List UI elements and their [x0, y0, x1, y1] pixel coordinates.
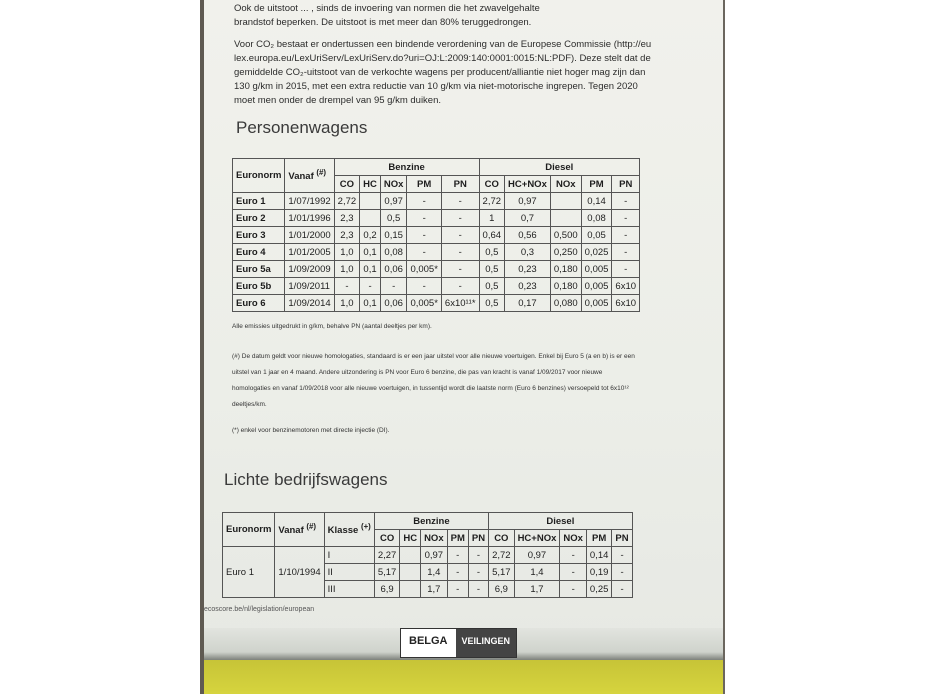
table-row: [233, 227, 640, 244]
cell2-benzine-value: -: [468, 564, 488, 581]
cell2-klasse: III: [324, 581, 374, 598]
cell-benzine-value: 0,005*: [407, 261, 441, 278]
cell-diesel-value: 0,64: [479, 227, 505, 244]
cell-diesel-value: 6x10: [612, 278, 640, 295]
cell-date: 1/09/2014: [285, 295, 334, 312]
header2-benzine-col: HC: [400, 530, 421, 547]
cell-diesel-value: 0,5: [479, 295, 505, 312]
cell2-benzine-value: [400, 547, 421, 564]
cell2-diesel-value: -: [612, 547, 632, 564]
header2-klasse: [324, 513, 374, 547]
cell-benzine-value: 2,3: [334, 210, 360, 227]
belga-veilingen-logo: [400, 628, 517, 658]
cell-diesel-value: -: [612, 210, 640, 227]
cell-date: 1/01/1996: [285, 210, 334, 227]
cell-euronorm: Euro 3: [233, 227, 285, 244]
intro-line-1: Ook de uitstoot ... , sinds de invoering van normen die het zwavelgehalte: [234, 3, 540, 14]
cell-diesel-value: -: [612, 244, 640, 261]
cell2-benzine-value: -: [447, 547, 468, 564]
cell2-diesel-value: 1,7: [514, 581, 560, 598]
cell-diesel-value: 0,05: [581, 227, 612, 244]
cell-diesel-value: 0,005: [581, 278, 612, 295]
cell-benzine-value: 0,1: [360, 261, 381, 278]
cell-diesel-value: 0,17: [505, 295, 551, 312]
cell-diesel-value: -: [612, 193, 640, 210]
table-row: [233, 244, 640, 261]
cell2-diesel-value: 0,14: [586, 547, 612, 564]
header-benzine-col: PN: [441, 176, 479, 193]
cell-benzine-value: -: [407, 227, 441, 244]
cell2-benzine-value: 0,97: [421, 547, 448, 564]
header-diesel-col: CO: [479, 176, 505, 193]
logo-part-1: BELGA: [401, 629, 456, 657]
cell-euronorm: Euro 6: [233, 295, 285, 312]
cell-benzine-value: -: [441, 193, 479, 210]
cell2-diesel-value: 1,4: [514, 564, 560, 581]
cell2-benzine-value: -: [468, 547, 488, 564]
cell-diesel-value: 6x10: [612, 295, 640, 312]
cell-benzine-value: [360, 210, 381, 227]
cell-benzine-value: -: [441, 261, 479, 278]
cell2-klasse: II: [324, 564, 374, 581]
cell2-diesel-value: 6,9: [489, 581, 515, 598]
cell-diesel-value: 1: [479, 210, 505, 227]
table2-header-row: [223, 513, 633, 530]
intro-line-5: gemiddelde CO₂-uitstoot van de verkochte wagens per producent/alliantie niet hoger mag zijn dan: [234, 67, 646, 78]
cell-benzine-value: 0,2: [360, 227, 381, 244]
cell-benzine-value: -: [380, 278, 407, 295]
cell-benzine-value: -: [407, 244, 441, 261]
cell-diesel-value: 0,5: [479, 244, 505, 261]
header2-diesel-col: PM: [586, 530, 612, 547]
header2-euronorm: Euronorm: [223, 513, 275, 547]
intro-line-4: lex.europa.eu/LexUriServ/LexUriServ.do?uri=OJ:L:2009:140:0001:0015:NL:PDF). Deze stelt dat de: [234, 53, 651, 64]
cell2-benzine-value: 1,7: [421, 581, 448, 598]
cell-diesel-value: 2,72: [479, 193, 505, 210]
header2-diesel: Diesel: [489, 513, 633, 530]
header2-benzine-col: PM: [447, 530, 468, 547]
cell-diesel-value: 0,5: [479, 261, 505, 278]
cell-diesel-value: [550, 193, 581, 210]
cell2-date: 1/10/1994: [275, 547, 324, 598]
header-benzine-col: CO: [334, 176, 360, 193]
header-diesel: Diesel: [479, 159, 639, 176]
cell2-benzine-value: [400, 564, 421, 581]
note-hash-3: homologaties en vanaf 1/09/2018 voor alle nieuwe voertuigen, in tussentijd wordt die laatste norm (Euro 6 benzines) versoepeld tot 6x10¹²: [232, 385, 629, 392]
cell-benzine-value: -: [407, 193, 441, 210]
emission-table-bedrijfswagens: [222, 512, 633, 598]
cell2-benzine-value: 6,9: [374, 581, 400, 598]
cell-diesel-value: 0,5: [479, 278, 505, 295]
note-hash-2: uitstel van 1 jaar en 4 maand. Andere uitzondering is PN voor Euro 6 benzine, die pas van kracht is vanaf 1/09/2017 voor nieuwe: [232, 369, 603, 376]
cell2-benzine-value: 5,17: [374, 564, 400, 581]
cell2-diesel-value: -: [612, 581, 632, 598]
cell-euronorm: Euro 5b: [233, 278, 285, 295]
cell-diesel-value: 0,56: [505, 227, 551, 244]
cell-benzine-value: 2,3: [334, 227, 360, 244]
header2-benzine-col: CO: [374, 530, 400, 547]
cell-euronorm: Euro 5a: [233, 261, 285, 278]
header-diesel-col: PM: [581, 176, 612, 193]
cell-diesel-value: 0,080: [550, 295, 581, 312]
header-diesel-col: PN: [612, 176, 640, 193]
cell-benzine-value: 0,005*: [407, 295, 441, 312]
cell2-diesel-value: 0,97: [514, 547, 560, 564]
cell2-diesel-value: -: [560, 581, 587, 598]
cell-date: 1/01/2005: [285, 244, 334, 261]
cell-date: 1/07/1992: [285, 193, 334, 210]
logo-part-2: VEILINGEN: [456, 629, 517, 657]
cell-euronorm: Euro 2: [233, 210, 285, 227]
header2-benzine-col: NOx: [421, 530, 448, 547]
cell-benzine-value: 0,15: [380, 227, 407, 244]
table-header-row: [233, 159, 640, 176]
cell-date: 1/09/2009: [285, 261, 334, 278]
cell-diesel-value: 0,97: [505, 193, 551, 210]
cell-benzine-value: -: [441, 210, 479, 227]
intro-line-7: moet men onder de drempel van 95 g/km duiken.: [234, 95, 442, 106]
cell-diesel-value: 0,180: [550, 278, 581, 295]
cell-benzine-value: -: [407, 278, 441, 295]
cell-diesel-value: 0,250: [550, 244, 581, 261]
cell2-euronorm: Euro 1: [223, 547, 275, 598]
cell-diesel-value: 0,23: [505, 261, 551, 278]
cell-diesel-value: 0,7: [505, 210, 551, 227]
cell2-diesel-value: -: [612, 564, 632, 581]
cell-benzine-value: 0,5: [380, 210, 407, 227]
cell-benzine-value: -: [334, 278, 360, 295]
cell-diesel-value: 0,180: [550, 261, 581, 278]
cell-benzine-value: 0,97: [380, 193, 407, 210]
cell-benzine-value: 0,1: [360, 295, 381, 312]
cell-benzine-value: 6x10¹¹*: [441, 295, 479, 312]
header2-klasse-sup: (+): [360, 522, 371, 532]
cell-diesel-value: -: [612, 227, 640, 244]
cell-benzine-value: -: [407, 210, 441, 227]
cell2-benzine-value: -: [447, 564, 468, 581]
cell2-klasse: I: [324, 547, 374, 564]
header2-diesel-col: NOx: [560, 530, 587, 547]
header2-vanaf-label: Vanaf: [278, 525, 304, 537]
cell2-benzine-value: -: [447, 581, 468, 598]
header-diesel-col: HC+NOx: [505, 176, 551, 193]
header2-diesel-col: HC+NOx: [514, 530, 560, 547]
cell-benzine-value: 1,0: [334, 295, 360, 312]
cell-benzine-value: [360, 193, 381, 210]
cell-benzine-value: -: [441, 244, 479, 261]
yellow-surface: [204, 660, 723, 694]
header2-benzine-col: PN: [468, 530, 488, 547]
header2-diesel-col: PN: [612, 530, 632, 547]
section-title-personenwagens: Personenwagens: [236, 118, 368, 137]
cell-diesel-value: 0,005: [581, 295, 612, 312]
table-row: [233, 210, 640, 227]
cell2-diesel-value: 0,19: [586, 564, 612, 581]
header2-klasse-label: Klasse: [327, 525, 359, 537]
intro-line-3: Voor CO₂ bestaat er ondertussen een bindende verordening van de Europese Commissie (http://eu: [234, 39, 652, 50]
header-vanaf-label: Vanaf: [288, 171, 314, 183]
document-page: [204, 0, 723, 640]
cell-diesel-value: 0,500: [550, 227, 581, 244]
header-diesel-col: NOx: [550, 176, 581, 193]
header-benzine-col: HC: [360, 176, 381, 193]
cell-euronorm: Euro 1: [233, 193, 285, 210]
cell-diesel-value: [550, 210, 581, 227]
cell2-benzine-value: -: [468, 581, 488, 598]
header-vanaf-sup: (#): [316, 168, 327, 178]
header2-benzine: Benzine: [374, 513, 488, 530]
note-star: (*) enkel voor benzinemotoren met directe injectie (DI).: [232, 427, 390, 434]
cell2-diesel-value: 5,17: [489, 564, 515, 581]
cell-diesel-value: 0,14: [581, 193, 612, 210]
table-row: [233, 261, 640, 278]
cell2-benzine-value: 1,4: [421, 564, 448, 581]
header-benzine-col: NOx: [380, 176, 407, 193]
cell-benzine-value: -: [441, 227, 479, 244]
cell-date: 1/01/2000: [285, 227, 334, 244]
note-hash-1: (#) De datum geldt voor nieuwe homologaties, standaard is er een jaar uitstel voor alle nieuwe voertuigen. Enkel bij Euro 5 (a en b) is er een: [232, 353, 635, 360]
cell-benzine-value: -: [360, 278, 381, 295]
header-euronorm: Euronorm: [233, 159, 285, 193]
cell2-diesel-value: -: [560, 564, 587, 581]
table-row: [233, 278, 640, 295]
cell-benzine-value: 0,06: [380, 261, 407, 278]
header2-diesel-col: CO: [489, 530, 515, 547]
cell-diesel-value: 0,23: [505, 278, 551, 295]
header-benzine: Benzine: [334, 159, 479, 176]
header2-vanaf-sup: (#): [306, 522, 317, 532]
cell-euronorm: Euro 4: [233, 244, 285, 261]
header-vanaf: [285, 159, 334, 193]
cell-diesel-value: 0,08: [581, 210, 612, 227]
intro-line-6: 130 g/km in 2015, met een extra reductie van 10 g/km via niet-motorische ingrepen. Tegen 2020: [234, 81, 638, 92]
cell2-diesel-value: 0,25: [586, 581, 612, 598]
cell-benzine-value: 0,08: [380, 244, 407, 261]
cell-benzine-value: 0,06: [380, 295, 407, 312]
section-title-bedrijfswagens: Lichte bedrijfswagens: [224, 470, 388, 489]
note-units: Alle emissies uitgedrukt in g/km, behalve PN (aantal deeltjes per km).: [232, 323, 432, 330]
cell2-benzine-value: 2,27: [374, 547, 400, 564]
cell-benzine-value: 1,0: [334, 261, 360, 278]
emission-table-personenwagens: [232, 158, 640, 312]
cell-benzine-value: 2,72: [334, 193, 360, 210]
cell2-diesel-value: -: [560, 547, 587, 564]
cell2-diesel-value: 2,72: [489, 547, 515, 564]
cell-benzine-value: 1,0: [334, 244, 360, 261]
cell-diesel-value: 0,025: [581, 244, 612, 261]
cell-date: 1/09/2011: [285, 278, 334, 295]
cell-diesel-value: -: [612, 261, 640, 278]
footer-url: ecoscore.be/nl/legislation/european: [204, 606, 315, 613]
table2-row: [223, 547, 633, 564]
note-hash-4: deeltjes/km.: [232, 401, 267, 408]
table-row: [233, 193, 640, 210]
table-row: [233, 295, 640, 312]
cell-diesel-value: 0,3: [505, 244, 551, 261]
cell-benzine-value: -: [441, 278, 479, 295]
cell-benzine-value: 0,1: [360, 244, 381, 261]
intro-line-2: brandstof beperken. De uitstoot is met meer dan 80% teruggedrongen.: [234, 17, 532, 28]
cell-diesel-value: 0,005: [581, 261, 612, 278]
header2-vanaf: [275, 513, 324, 547]
header-benzine-col: PM: [407, 176, 441, 193]
cell2-benzine-value: [400, 581, 421, 598]
